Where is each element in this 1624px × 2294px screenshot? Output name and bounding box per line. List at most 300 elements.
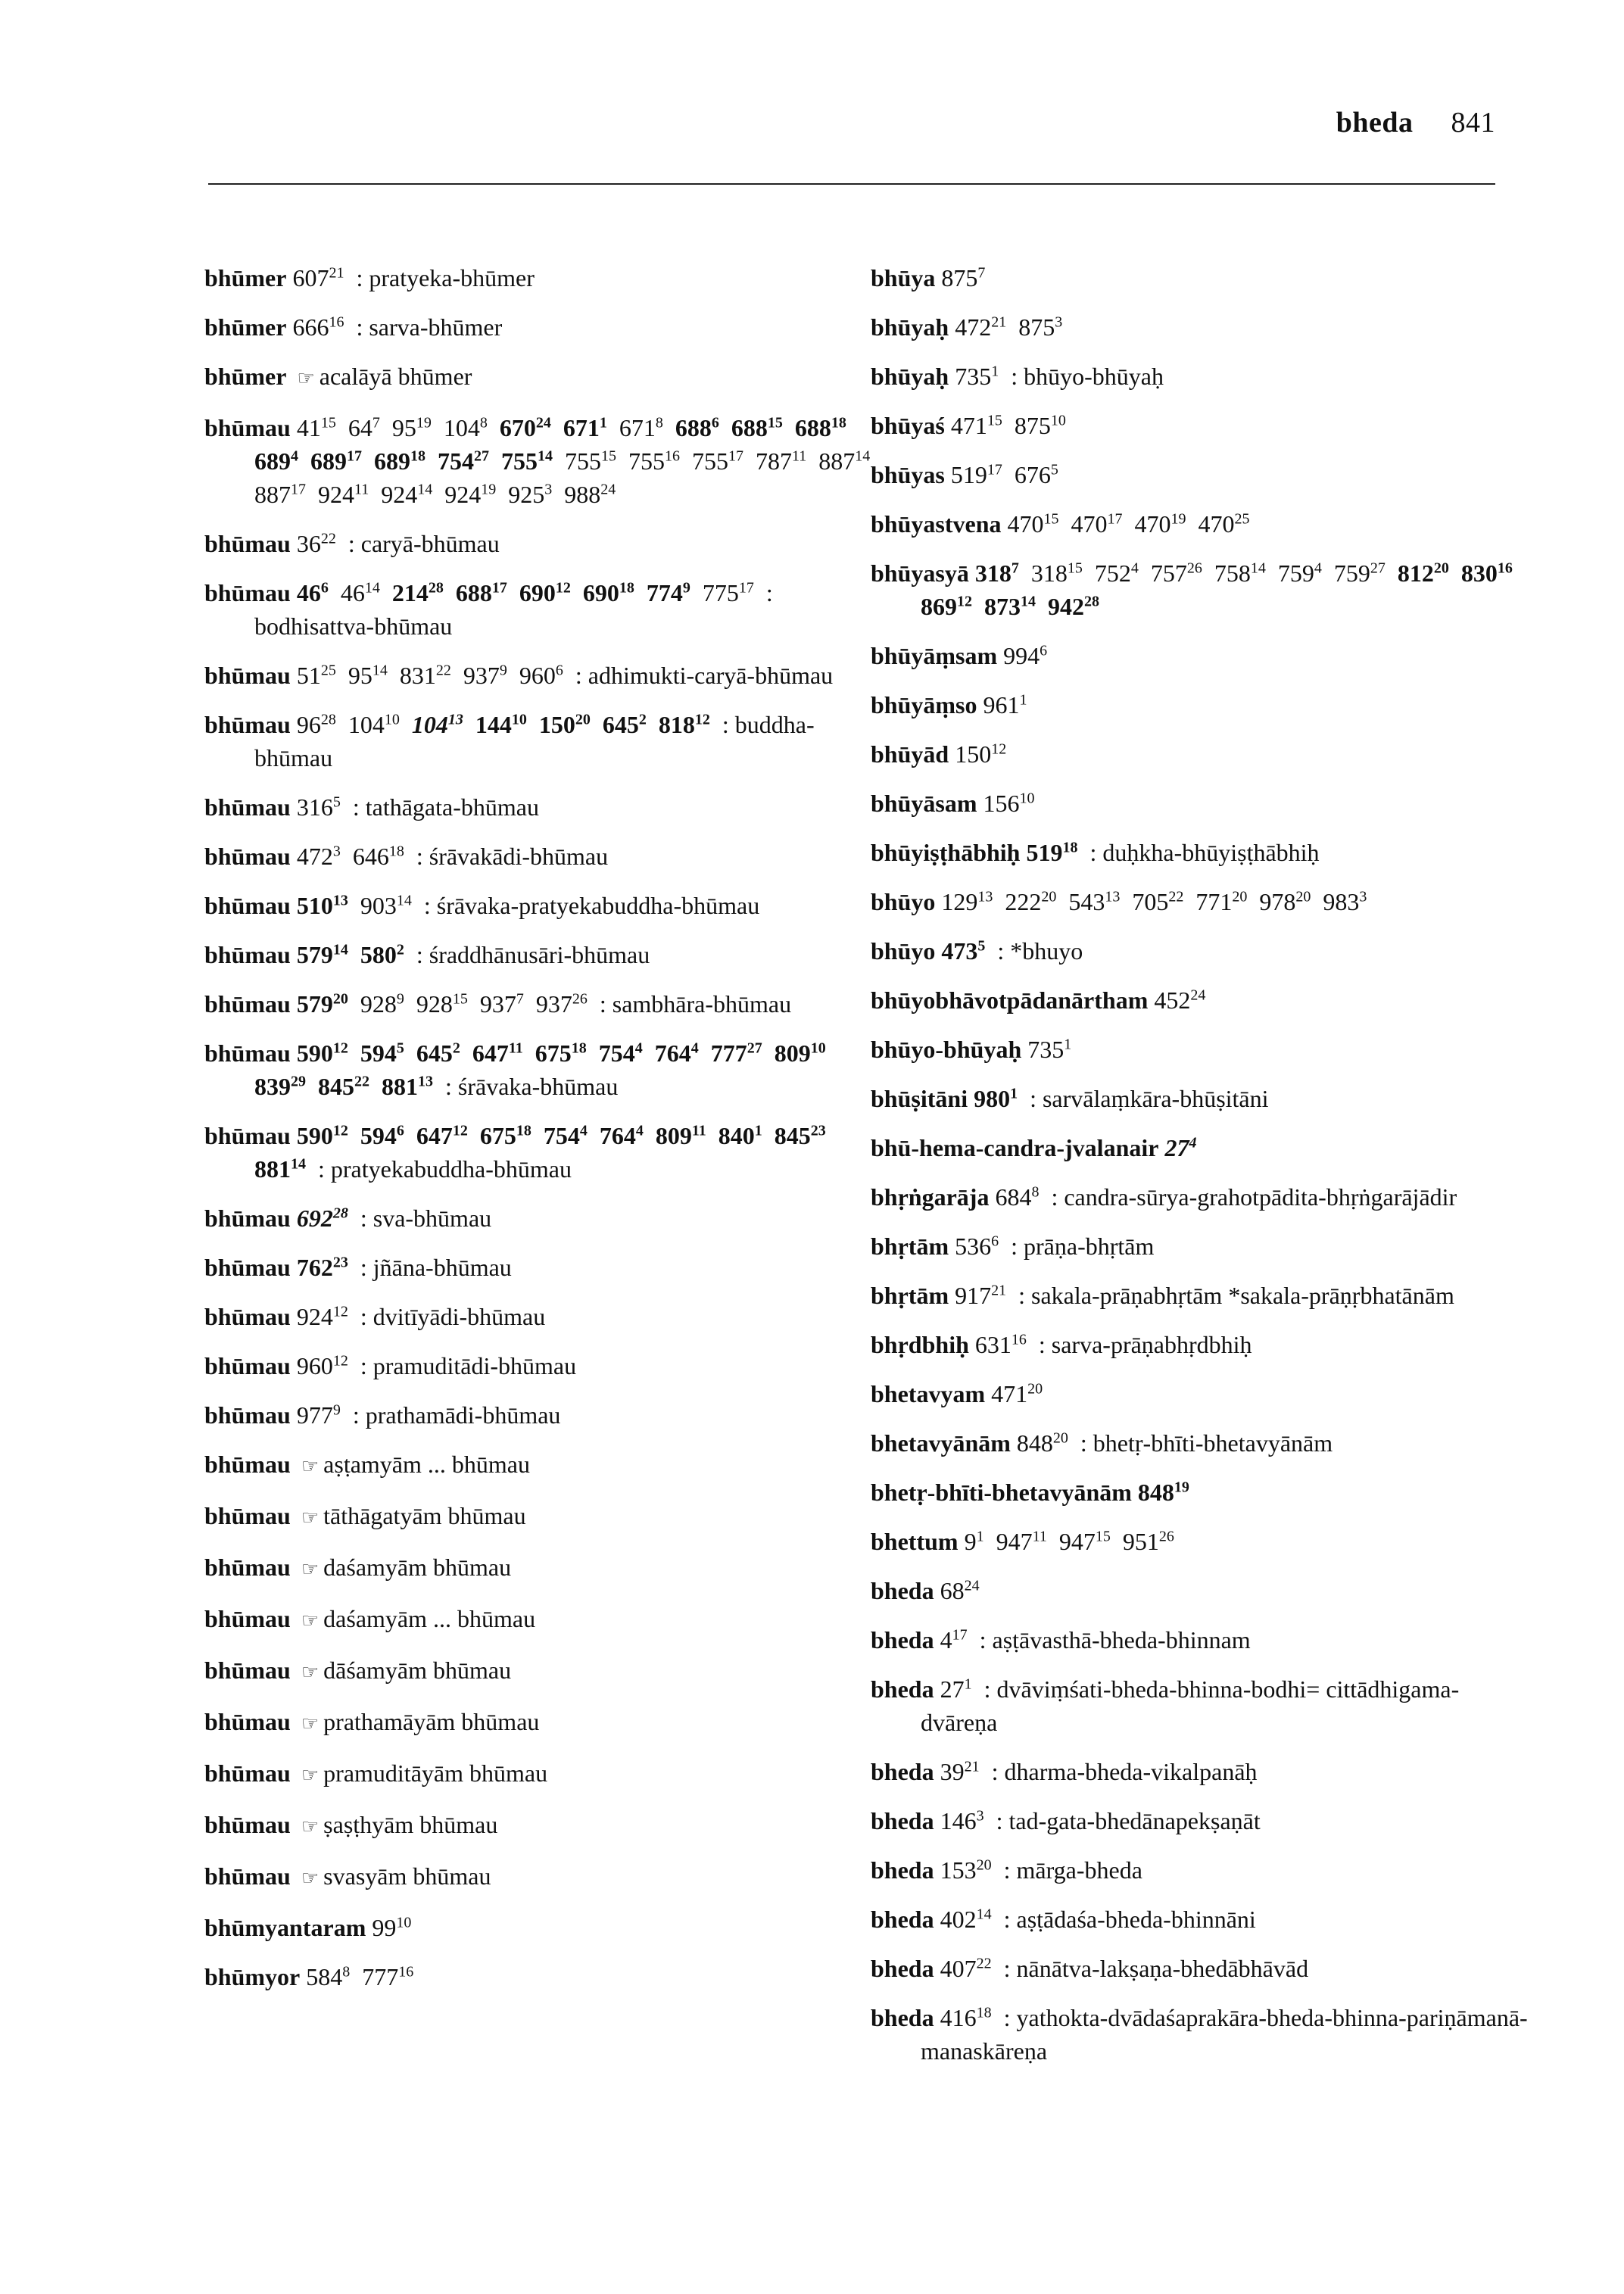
page-reference: $937^9$ xyxy=(463,662,507,689)
page-reference: $316^5$ xyxy=(296,793,341,821)
entry-gloss: : buddha-bhūmau xyxy=(254,711,815,771)
page-reference: $64^7$ xyxy=(348,414,380,441)
line-number: 12 xyxy=(332,1352,348,1370)
entry-headword: bheda xyxy=(871,1807,934,1834)
page-reference xyxy=(984,593,1036,620)
page-reference: $735^1$ xyxy=(1027,1036,1072,1063)
line-number: 25 xyxy=(320,662,336,679)
line-number: 21 xyxy=(964,1758,980,1775)
line-number: 20 xyxy=(1027,1380,1043,1398)
entry-headword: bhūyastvena xyxy=(871,510,1002,538)
entry-headword: bhūmau xyxy=(204,1502,291,1529)
page-reference: $129^{13}$ xyxy=(941,888,993,915)
line-number: 4 xyxy=(635,1122,644,1139)
entry-headword: bhūmau xyxy=(204,711,291,738)
line-number: 13 xyxy=(447,711,463,728)
entry-gloss: : sarvālaṃkāra-bhūṣitāni xyxy=(1030,1085,1269,1112)
page-reference: $684^8$ xyxy=(995,1183,1040,1211)
line-number: 17 xyxy=(291,481,306,498)
entry-gloss: : sakala-prāṇabhṛtām *sakala-prāṇṛbhatānām xyxy=(1018,1282,1454,1309)
bold-reference: $688^{17}$ xyxy=(455,579,507,606)
line-number: 20 xyxy=(1433,559,1449,577)
page-reference: $472^{21}$ xyxy=(955,313,1007,341)
index-entry xyxy=(204,1251,878,1284)
line-number: 27 xyxy=(474,447,489,465)
line-number: 19 xyxy=(1174,1479,1189,1496)
line-number: 12 xyxy=(332,1039,348,1057)
bold-reference: $755^{14}$ xyxy=(501,447,553,475)
line-number: 14 xyxy=(291,1155,306,1173)
page-reference xyxy=(975,559,1019,587)
line-number: 29 xyxy=(291,1073,306,1090)
line-number: 15 xyxy=(987,412,1002,429)
page-reference: $153^{20}$ xyxy=(940,1856,992,1884)
entry-gloss: : dharma-bheda-vikalpanāḥ xyxy=(991,1758,1258,1785)
bold-reference: $675^{18}$ xyxy=(479,1122,531,1149)
index-entry xyxy=(871,639,1529,672)
line-number: 22 xyxy=(976,1955,992,1972)
entry-gloss: : sarva-bhūmer xyxy=(356,313,503,341)
index-entry xyxy=(204,527,878,560)
bold-reference: $580^2$ xyxy=(360,941,404,968)
bold-reference: $690^{18}$ xyxy=(582,579,634,606)
page-reference: $755^{17}$ xyxy=(692,447,743,475)
bold-reference: $670^{24}$ xyxy=(499,414,551,441)
line-number: 3 xyxy=(544,481,553,498)
line-number: 19 xyxy=(416,414,432,432)
page-reference xyxy=(310,447,362,475)
line-number: 6 xyxy=(711,414,719,432)
line-number: 7 xyxy=(1011,559,1019,577)
line-number: 17 xyxy=(491,579,507,597)
entry-headword: bhūyāsam xyxy=(871,790,977,817)
index-entry xyxy=(871,1623,1529,1657)
page-reference: $848^{20}$ xyxy=(1016,1429,1068,1457)
bold-reference: $690^{12}$ xyxy=(519,579,571,606)
bold-reference: $809^{10}$ xyxy=(774,1039,826,1067)
page-reference: $39^{21}$ xyxy=(940,1758,980,1785)
page-reference xyxy=(731,414,783,441)
line-number: 13 xyxy=(1105,888,1121,905)
page-reference: $470^{17}$ xyxy=(1071,510,1123,538)
line-number: 14 xyxy=(364,579,380,597)
page-reference: $671^8$ xyxy=(619,414,663,441)
entry-gloss: dāśamyām bhūmau xyxy=(323,1657,512,1684)
entry-gloss: : mārga-bheda xyxy=(1003,1856,1142,1884)
entry-gloss: daśamyām bhūmau xyxy=(323,1554,512,1581)
line-number: 17 xyxy=(1107,510,1123,528)
page-reference xyxy=(297,941,348,968)
index-entry xyxy=(871,787,1529,820)
line-number: 4 xyxy=(1189,1134,1197,1152)
page-reference xyxy=(1164,1134,1196,1161)
line-number: 24 xyxy=(964,1577,980,1594)
entry-headword: bhūyāṃsam xyxy=(871,642,998,669)
page-reference xyxy=(297,1254,348,1281)
entry-gloss: : tathāgata-bhūmau xyxy=(352,793,539,821)
index-entry xyxy=(871,1903,1529,1936)
index-entry xyxy=(871,409,1529,442)
line-number: 14 xyxy=(396,892,412,909)
entry-headword: bhūyiṣṭhābhiḥ xyxy=(871,839,1021,866)
page-reference xyxy=(254,447,298,475)
page-reference xyxy=(382,1073,433,1100)
entry-headword: bheda xyxy=(871,1906,934,1933)
bold-reference: $473^5$ xyxy=(941,937,986,965)
entry-gloss: : pramuditādi-bhūmau xyxy=(360,1352,577,1379)
line-number: 18 xyxy=(516,1122,531,1139)
entry-gloss: : adhimukti-caryā-bhūmau xyxy=(575,662,834,689)
line-number: 7 xyxy=(977,264,986,282)
page-reference: $4^{17}$ xyxy=(940,1626,968,1653)
entry-headword: bhūmau xyxy=(204,1708,291,1735)
page-reference: $407^{22}$ xyxy=(940,1955,992,1982)
page-reference xyxy=(297,1039,348,1067)
page-reference xyxy=(675,414,719,441)
bold-reference: $980^1$ xyxy=(974,1085,1018,1112)
index-entry xyxy=(871,1377,1529,1410)
line-number: 4 xyxy=(1314,559,1322,577)
line-number: 4 xyxy=(291,447,298,465)
line-number: 13 xyxy=(332,892,348,909)
line-number: 5 xyxy=(1050,461,1058,478)
index-entry xyxy=(204,1398,878,1432)
bold-reference: $579^{20}$ xyxy=(296,990,348,1018)
page-number: 841 xyxy=(1451,107,1495,139)
entry-headword: bhettum xyxy=(871,1528,959,1555)
page-reference xyxy=(775,1039,826,1067)
entry-gloss: : yathokta-dvādaśaprakāra-bheda-bhinna-pariṇāmanā-manaskāreṇa xyxy=(921,2004,1528,2065)
bold-reference: $510^{13}$ xyxy=(296,892,348,919)
bold-reference: $777^{27}$ xyxy=(710,1039,762,1067)
index-entry xyxy=(871,983,1529,1017)
bold-reference: $812^{20}$ xyxy=(1397,559,1449,587)
entry-gloss: tāthāgatyām bhūmau xyxy=(323,1502,526,1529)
page-reference: $960^6$ xyxy=(519,662,563,689)
bold-reference: $689^{18}$ xyxy=(374,447,425,475)
entry-headword: bhūmau xyxy=(204,1254,291,1281)
page-reference xyxy=(600,1122,644,1149)
entry-headword: bhūmau xyxy=(204,843,291,870)
line-number: 8 xyxy=(479,414,488,432)
page-reference: $937^7$ xyxy=(479,990,524,1018)
line-number: 11 xyxy=(691,1122,706,1139)
page-reference: $472^3$ xyxy=(296,843,341,870)
entry-headword: bhūyo xyxy=(871,937,936,965)
index-entry xyxy=(871,507,1529,541)
entry-gloss: : dvitīyādi-bhūmau xyxy=(360,1303,546,1330)
line-number: 2 xyxy=(638,711,647,728)
pointing-hand-icon: ☞ xyxy=(297,367,315,389)
entry-gloss: : pratyeka-bhūmer xyxy=(356,264,535,291)
index-entry xyxy=(204,790,878,824)
line-number: 20 xyxy=(1052,1429,1068,1447)
bold-reference: $830^{16}$ xyxy=(1460,559,1513,587)
page-reference: $755^{16}$ xyxy=(628,447,680,475)
page-reference xyxy=(392,579,444,606)
entry-headword: bheda xyxy=(871,1675,934,1703)
page-reference: $156^{10}$ xyxy=(983,790,1035,817)
line-number: 14 xyxy=(855,447,871,465)
entry-gloss: : pratyekabuddha-bhūmau xyxy=(318,1155,572,1183)
page-reference xyxy=(297,1205,348,1232)
line-number: 14 xyxy=(372,662,388,679)
line-number: 5 xyxy=(977,937,986,955)
line-number: 1 xyxy=(754,1122,762,1139)
pointing-hand-icon: ☞ xyxy=(301,1455,320,1477)
index-entry xyxy=(204,576,878,643)
page-reference: $735^1$ xyxy=(955,363,999,390)
entry-headword: bhetavyam xyxy=(871,1380,986,1407)
line-number: 1 xyxy=(1010,1085,1018,1102)
line-number: 17 xyxy=(952,1626,968,1644)
page-reference xyxy=(416,1039,460,1067)
entry-gloss: : sambhāra-bhūmau xyxy=(599,990,792,1018)
page-reference xyxy=(563,414,607,441)
index-entry xyxy=(204,1960,878,1993)
index-entry xyxy=(204,1756,878,1792)
page-reference xyxy=(711,1039,762,1067)
index-entry xyxy=(204,987,878,1021)
page-reference xyxy=(501,447,553,475)
page-reference: $887^{14}$ xyxy=(818,447,871,475)
line-number: 1 xyxy=(1064,1036,1072,1053)
pointing-hand-icon: ☞ xyxy=(301,1764,320,1786)
page-reference: $924^{19}$ xyxy=(444,481,497,508)
entry-headword: bhūmau xyxy=(204,1554,291,1581)
line-number: 11 xyxy=(792,447,807,465)
page-reference: $777^{16}$ xyxy=(362,1963,414,1990)
line-number: 20 xyxy=(1041,888,1057,905)
index-entry xyxy=(204,1808,878,1844)
page-reference: $758^{14}$ xyxy=(1214,559,1266,587)
bold-reference: $762^{23}$ xyxy=(296,1254,348,1281)
entry-headword: bhūmer xyxy=(204,264,287,291)
entry-headword: bhūmau xyxy=(204,990,291,1018)
page-reference xyxy=(718,1122,762,1149)
page-reference xyxy=(535,1039,587,1067)
page-reference: $924^{12}$ xyxy=(296,1303,348,1330)
line-number: 4 xyxy=(579,1122,588,1139)
entry-headword: bhūyas xyxy=(871,461,945,488)
line-number: 12 xyxy=(957,593,972,610)
line-number: 12 xyxy=(332,1303,348,1320)
entry-headword: bhūmau xyxy=(204,1811,291,1838)
entry-headword: bhūmau xyxy=(204,793,291,821)
entry-gloss: aṣṭamyām ... bhūmau xyxy=(323,1451,530,1478)
page-reference: $917^{21}$ xyxy=(955,1282,1007,1309)
page-reference: $51^{25}$ xyxy=(296,662,336,689)
page-reference: $759^4$ xyxy=(1277,559,1322,587)
page-reference: $924^{14}$ xyxy=(381,481,433,508)
line-number: 28 xyxy=(1084,593,1099,610)
line-number: 10 xyxy=(810,1039,826,1057)
page-reference: $937^{26}$ xyxy=(535,990,588,1018)
line-number: 14 xyxy=(1250,559,1266,577)
line-number: 11 xyxy=(1032,1528,1047,1545)
index-entry xyxy=(871,1574,1529,1607)
entry-headword: bheda xyxy=(871,1577,934,1604)
entry-gloss: : aṣṭāvasthā-bheda-bhinnam xyxy=(979,1626,1251,1653)
entry-gloss: : caryā-bhūmau xyxy=(348,530,500,557)
page-reference xyxy=(472,1039,523,1067)
line-number: 8 xyxy=(1031,1183,1040,1201)
line-number: 18 xyxy=(831,414,846,432)
bold-reference: $839^{29}$ xyxy=(254,1073,306,1100)
page-reference xyxy=(539,711,591,738)
line-number: 26 xyxy=(572,990,588,1008)
header-rule xyxy=(208,183,1495,185)
page-reference: $759^{27}$ xyxy=(1333,559,1386,587)
bold-reference: $688^6$ xyxy=(675,414,719,441)
page-reference: $584^8$ xyxy=(306,1963,351,1990)
bold-reference: $809^{11}$ xyxy=(655,1122,706,1149)
line-number: 16 xyxy=(1497,559,1513,577)
entry-gloss: : duḥkha-bhūyiṣṭhābhiḥ xyxy=(1089,839,1320,866)
entry-headword: bhūyaś xyxy=(871,412,945,439)
bold-reference: $579^{14}$ xyxy=(296,941,348,968)
line-number: 18 xyxy=(619,579,634,597)
pointing-hand-icon: ☞ xyxy=(301,1610,320,1632)
entry-headword: bhūmau xyxy=(204,1303,291,1330)
bold-reference: $764^4$ xyxy=(654,1039,699,1067)
index-entry xyxy=(871,1525,1529,1558)
entry-gloss: : sva-bhūmau xyxy=(360,1205,492,1232)
page-reference xyxy=(544,1122,588,1149)
line-number: 18 xyxy=(571,1039,587,1057)
line-number: 4 xyxy=(634,1039,643,1057)
line-number: 16 xyxy=(329,313,344,331)
page-reference xyxy=(519,579,571,606)
page-reference: $470^{15}$ xyxy=(1007,510,1059,538)
page-reference: $68^{24}$ xyxy=(940,1577,980,1604)
index-entry xyxy=(204,1448,878,1483)
page-reference xyxy=(254,1073,306,1100)
line-number: 6 xyxy=(396,1122,404,1139)
entry-headword: bhetavyānām xyxy=(871,1429,1011,1457)
page-reference: $757^{26}$ xyxy=(1150,559,1202,587)
bold-reference: $942^{28}$ xyxy=(1048,593,1099,620)
page-reference: $775^{17}$ xyxy=(702,579,754,606)
entry-headword: bheda xyxy=(871,2004,934,2031)
page-reference: $928^9$ xyxy=(360,990,404,1018)
index-entry xyxy=(871,261,1529,295)
line-number: 21 xyxy=(991,1282,1007,1299)
entry-gloss: : *bhuyo xyxy=(997,937,1083,965)
page-reference: $41^{15}$ xyxy=(296,414,336,441)
pointing-hand-icon: ☞ xyxy=(301,1507,320,1529)
page-reference xyxy=(360,1039,404,1067)
entry-headword: bhū-hema-candra-jvalanair xyxy=(871,1134,1159,1161)
entry-headword: bhūyo xyxy=(871,888,936,915)
bold-reference: $688^{15}$ xyxy=(731,414,783,441)
line-number: 12 xyxy=(332,1122,348,1139)
line-number: 3 xyxy=(976,1807,984,1825)
line-number: 4 xyxy=(1130,559,1139,577)
index-entry xyxy=(204,1705,878,1741)
index-entry xyxy=(871,310,1529,344)
line-number: 10 xyxy=(1019,790,1035,807)
index-entry xyxy=(204,1349,878,1382)
index-entry xyxy=(871,836,1529,869)
line-number: 13 xyxy=(977,888,993,905)
line-number: 18 xyxy=(976,2004,992,2021)
index-entry xyxy=(204,1653,878,1689)
line-number: 20 xyxy=(976,1856,992,1874)
bold-reference: $590^{12}$ xyxy=(296,1122,348,1149)
page-reference: $470^{19}$ xyxy=(1134,510,1186,538)
index-entry xyxy=(204,938,878,971)
bold-reference: $689^{17}$ xyxy=(310,447,362,475)
index-entry xyxy=(204,310,878,344)
line-number: 26 xyxy=(1186,559,1202,577)
entry-gloss: : bhūyo-bhūyaḥ xyxy=(1011,363,1164,390)
line-number: 5 xyxy=(332,793,341,811)
line-number: 26 xyxy=(1158,1528,1174,1545)
line-number: 3 xyxy=(1359,888,1367,905)
entry-headword: bhṛtām xyxy=(871,1233,949,1260)
page-reference xyxy=(659,711,710,738)
line-number: 1 xyxy=(964,1675,972,1693)
line-number: 17 xyxy=(987,461,1002,478)
line-number: 20 xyxy=(332,990,348,1008)
line-number: 6 xyxy=(991,1233,999,1250)
index-entry xyxy=(204,360,878,395)
bold-reference: $144^{10}$ xyxy=(475,711,527,738)
pointing-hand-icon: ☞ xyxy=(301,1558,320,1580)
page-reference xyxy=(941,937,985,965)
line-number: 4 xyxy=(690,1039,699,1057)
bold-reference: $840^1$ xyxy=(718,1122,762,1149)
line-number: 1 xyxy=(1019,691,1027,709)
page-reference: $771^{20}$ xyxy=(1195,888,1248,915)
page-reference xyxy=(656,1122,706,1149)
page-reference: $925^3$ xyxy=(508,481,553,508)
pointing-hand-icon: ☞ xyxy=(301,1713,320,1735)
index-entry xyxy=(871,1131,1529,1164)
entry-headword: bhūmau xyxy=(204,1451,291,1478)
index-entry xyxy=(204,411,878,511)
line-number: 20 xyxy=(1232,888,1248,905)
bold-reference: $845^{22}$ xyxy=(318,1073,369,1100)
bold-reference: $594^6$ xyxy=(360,1122,404,1149)
page-reference: $27^1$ xyxy=(940,1675,972,1703)
page-reference: $104^{10}$ xyxy=(348,711,400,738)
entry-headword: bhūmau xyxy=(204,1122,291,1149)
line-number: 18 xyxy=(388,843,404,860)
page-reference: $146^3$ xyxy=(940,1807,984,1834)
entry-gloss: pramuditāyām bhūmau xyxy=(323,1759,548,1787)
entry-headword: bhūmau xyxy=(204,1862,291,1890)
entry-headword: bhūyobhāvotpādanārtham xyxy=(871,986,1149,1014)
line-number: 22 xyxy=(1168,888,1184,905)
line-number: 11 xyxy=(354,481,369,498)
index-entry xyxy=(871,1853,1529,1887)
page-reference: $947^{11}$ xyxy=(996,1528,1047,1555)
page-reference xyxy=(1048,593,1099,620)
line-number: 15 xyxy=(1095,1528,1111,1545)
page-reference xyxy=(775,1122,826,1149)
line-number: 20 xyxy=(1295,888,1311,905)
page-reference xyxy=(360,1122,404,1149)
entry-gloss: : tad-gata-bhedānapekṣaṇāt xyxy=(996,1807,1261,1834)
page-reference: $961^1$ xyxy=(983,691,1027,718)
bold-reference: $46^6$ xyxy=(296,579,329,606)
index-entry xyxy=(204,1036,878,1103)
entry-headword: bheda xyxy=(871,1626,934,1653)
line-number: 20 xyxy=(575,711,591,728)
page-reference: $543^{13}$ xyxy=(1068,888,1121,915)
